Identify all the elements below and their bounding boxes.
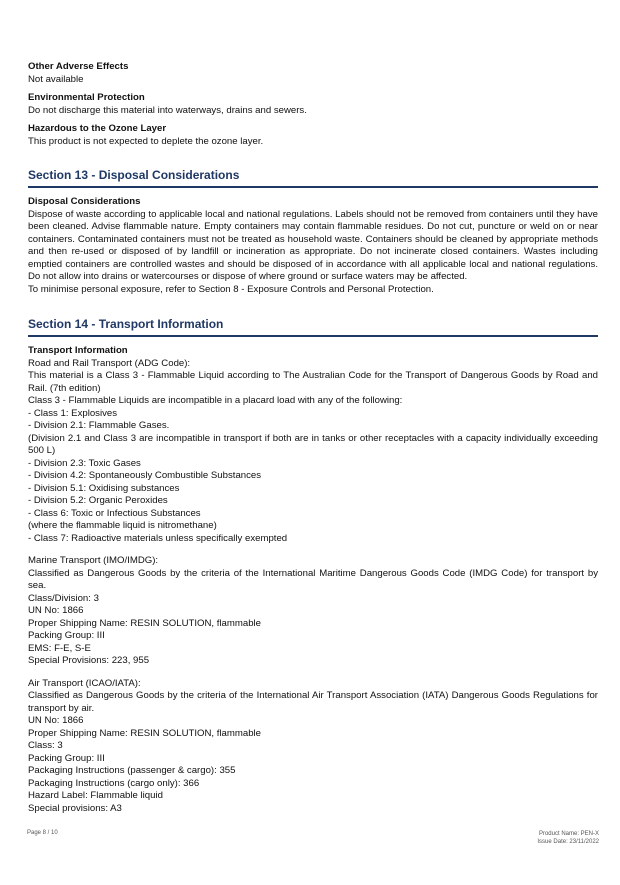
environmental-protection-text: Do not discharge this material into waterways, drains and sewers.: [28, 104, 307, 116]
section-13-title: Section 13 - Disposal Considerations: [28, 167, 598, 188]
incompatible-item: - Division 2.3: Toxic Gases: [28, 457, 141, 469]
marine-detail: Proper Shipping Name: RESIN SOLUTION, flammable: [28, 617, 261, 629]
air-detail: Packaging Instructions (passenger & cargo): 355: [28, 765, 236, 776]
air-detail: Class: 3: [28, 740, 63, 751]
disposal-exposure-reference: To minimise personal exposure, refer to Section 8 - Exposure Controls and Personal Protection.: [28, 283, 434, 295]
road-rail-text: This material is a Class 3 - Flammable Liquid according to The Australian Code for the Transport of Dangerous Goods by Road and Rail. (7th edition): [28, 370, 598, 394]
marine-detail: Packing Group: III: [28, 630, 105, 641]
other-adverse-effects-heading: Other Adverse Effects: [28, 61, 129, 72]
document-page: [28, 61, 598, 815]
road-rail-heading: Road and Rail Transport (ADG Code):: [28, 357, 191, 369]
air-detail: Hazard Label: Flammable liquid: [28, 790, 163, 801]
air-detail: UN No: 1866: [28, 715, 84, 726]
marine-detail: Class/Division: 3: [28, 592, 99, 604]
disposal-considerations-heading: Disposal Considerations: [28, 196, 141, 207]
division-2-1-note: (Division 2.1 and Class 3 are incompatible in transport if both are in tanks or other receptacles with a capacity individually exceeding 500 L): [28, 432, 598, 456]
air-detail: Packing Group: III: [28, 752, 105, 764]
incompatible-item: - Class 1: Explosives: [28, 407, 118, 419]
incompatible-item: - Division 5.2: Organic Peroxides: [28, 495, 168, 506]
marine-detail: UN No: 1866: [28, 605, 84, 616]
incompatible-item: - Division 4.2: Spontaneously Combustible Substances: [28, 470, 262, 481]
air-detail: Special provisions: A3: [28, 802, 122, 814]
incompatible-item-note: (where the flammable liquid is nitromethane): [28, 520, 217, 531]
air-transport-text: Classified as Dangerous Goods by the criteria of the International Air Transport Association (IATA) Dangerous Goods Regulations for transport by air.: [28, 690, 598, 714]
marine-transport-heading: Marine Transport (IMO/IMDG):: [28, 555, 159, 566]
ozone-layer-heading: Hazardous to the Ozone Layer: [28, 123, 167, 134]
transport-information-heading: Transport Information: [28, 345, 128, 356]
other-adverse-effects-text: Not available: [28, 73, 84, 85]
incompatible-item: - Class 6: Toxic or Infectious Substances: [28, 507, 201, 519]
page-number: Page 8 / 10: [27, 830, 58, 836]
marine-detail: EMS: F-E, S-E: [28, 642, 91, 654]
air-detail: Proper Shipping Name: RESIN SOLUTION, flammable: [28, 727, 261, 739]
issue-date: Issue Date: 23/11/2022: [537, 839, 599, 845]
disposal-considerations-text: Dispose of waste according to applicable local and national regulations. Labels should not be removed from containers until they have been cleaned. Advise flammable nature. Empty containers may contain flammable residues. Do not cut, puncture or weld on or near containers. Contaminated containers must not be treated as household waste. Containers should be cleaned by appropriate methods and then re-used or disposed of by landfill or incineration as appropriate. Do not incinerate closed containers. Wastes including emptied containers are controlled wastes and should be disposed of in accordance with all applicable local and national regulations. Do not allow into drains or watercourses or dispose of where ground or surface waters may be affected.: [28, 208, 598, 282]
incompatible-item: - Division 2.1: Flammable Gases.: [28, 420, 170, 431]
air-transport-heading: Air Transport (ICAO/IATA):: [28, 677, 141, 689]
marine-transport-text: Classified as Dangerous Goods by the criteria of the International Maritime Dangerous Goods Code (IMDG Code) for transport by sea.: [28, 567, 598, 591]
air-detail: Packaging Instructions (cargo only): 366: [28, 777, 200, 789]
incompatible-item: - Class 7: Radioactive materials unless specifically exempted: [28, 532, 288, 544]
environmental-protection-heading: Environmental Protection: [28, 92, 145, 103]
class3-incompatibility-intro: Class 3 - Flammable Liquids are incompatible in a placard load with any of the following:: [28, 395, 403, 406]
section-14-title: Section 14 - Transport Information: [28, 316, 598, 337]
product-name: Product Name: PEN-X: [538, 831, 599, 837]
marine-detail: Special Provisions: 223, 955: [28, 655, 150, 666]
ozone-layer-text: This product is not expected to deplete the ozone layer.: [28, 135, 264, 147]
footer-product-info: [537, 830, 599, 846]
incompatible-item: - Division 5.1: Oxidising substances: [28, 482, 180, 494]
